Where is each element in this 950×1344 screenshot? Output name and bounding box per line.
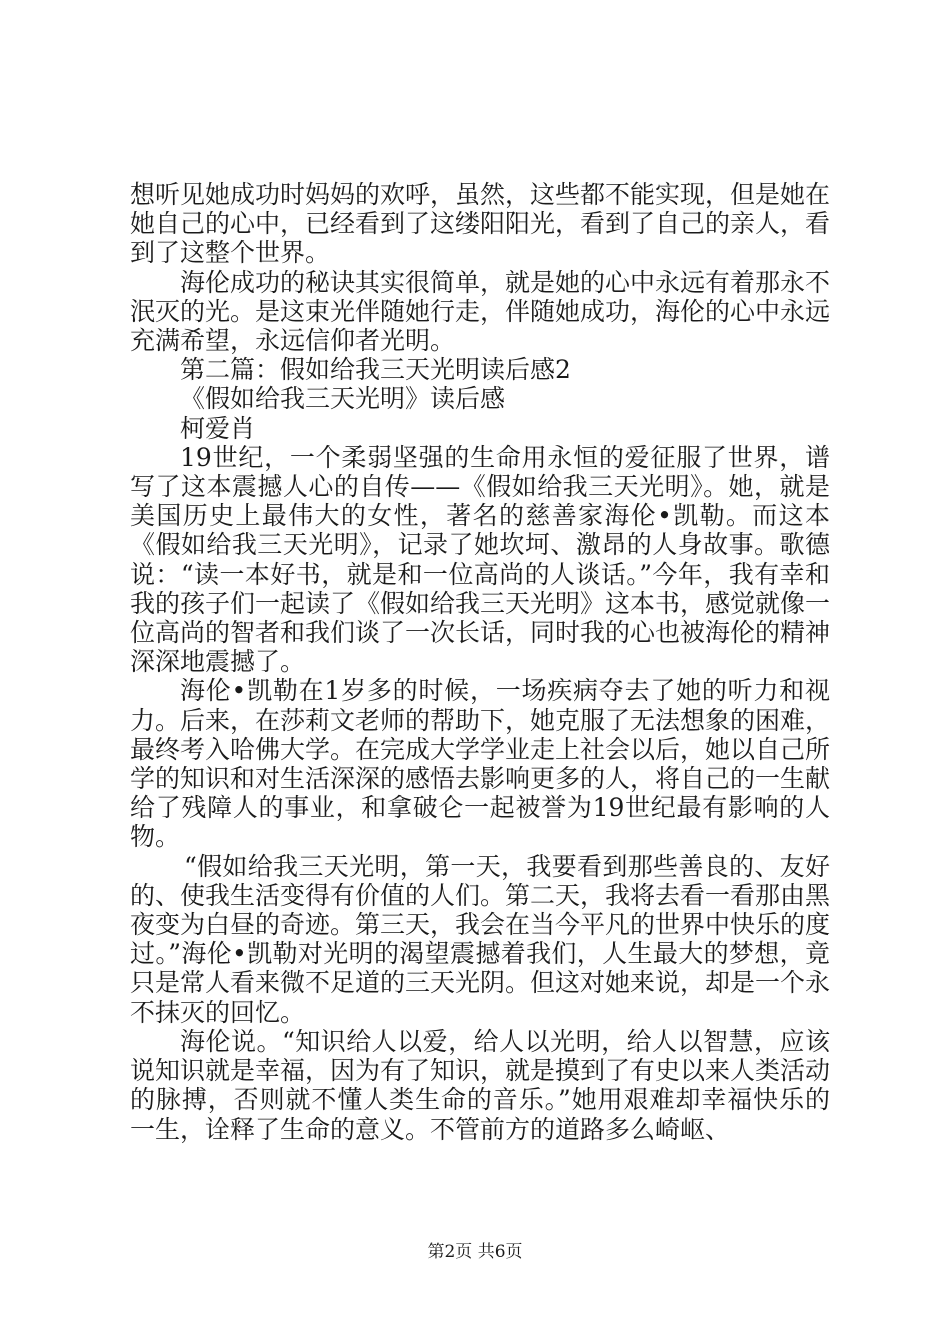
page-footer: 第2页 共6页 — [427, 1242, 523, 1262]
paragraph-intro: 19世纪，一个柔弱坚强的生命用永恒的爱征服了世界，谱写了这本震撼人心的自传——《假如给我三天光明》。她，就是美国历史上最伟大的女性，著名的慈善家海伦•凯勒。而这本《假如给我三天光明》，记录了她坎坷、激昂的人身故事。歌德说：“读一本好书，就是和一位高尚的人谈话。”今年，我有幸和我的孩子们一起读了《假如给我三天光明》这本书，感觉就像一位高尚的智者和我们谈了一次长话，同时我的心也被海伦的精神深深地震撼了。 — [130, 442, 831, 677]
paragraph-knowledge-quote: 海伦说。“知识给人以爱，给人以光明，给人以智慧，应该说知识就是幸福，因为有了知识，就是摸到了有史以来人类活动的脉搏，否则就不懂人类生命的音乐。”她用艰难却幸福快乐的一生，诠释了生命的意义。不管前方的道路多么崎岖、 — [130, 1026, 831, 1144]
document-body — [130, 180, 830, 1144]
paragraph-three-days-quote: “假如给我三天光明，第一天，我要看到那些善良的、友好的、使我生活变得有价值的人们。第二天，我将去看一看那由黑夜变为白昼的奇迹。第三天，我会在当今平凡的世界中快乐的度过。”海伦•凯勒对光明的渴望震撼着我们，人生最大的梦想，竟只是常人看来微不足道的三天光阴。但这对她来说，却是一个永不抹灭的回忆。 — [130, 851, 831, 1027]
paragraph-biography: 海伦•凯勒在1岁多的时候，一场疾病夺去了她的听力和视力。后来，在莎莉文老师的帮助下，她克服了无法想象的困难，最终考入哈佛大学。在完成大学学业走上社会以后，她以自己所学的知识和对生活深深的感悟去影响更多的人，将自己的一生献给了残障人的事业，和拿破仑一起被誉为19世纪最有影响的人物。 — [130, 676, 831, 852]
essay-title: 《假如给我三天光明》读后感 — [180, 384, 506, 414]
paragraph-secret-of-success: 海伦成功的秘诀其实很简单，就是她的心中永远有着那永不泯灭的光。是这束光伴随她行走，伴随她成功，海伦的心中永远充满希望，永远信仰者光明。 — [130, 267, 831, 356]
paragraph-continuation: 想听见她成功时妈妈的欢呼，虽然，这些都不能实现，但是她在她自己的心中，已经看到了这缕阳阳光，看到了自己的亲人，看到了这整个世界。 — [130, 180, 831, 268]
section-heading: 第二篇：假如给我三天光明读后感2 — [180, 355, 571, 385]
author-name: 柯爱肖 — [180, 413, 256, 443]
